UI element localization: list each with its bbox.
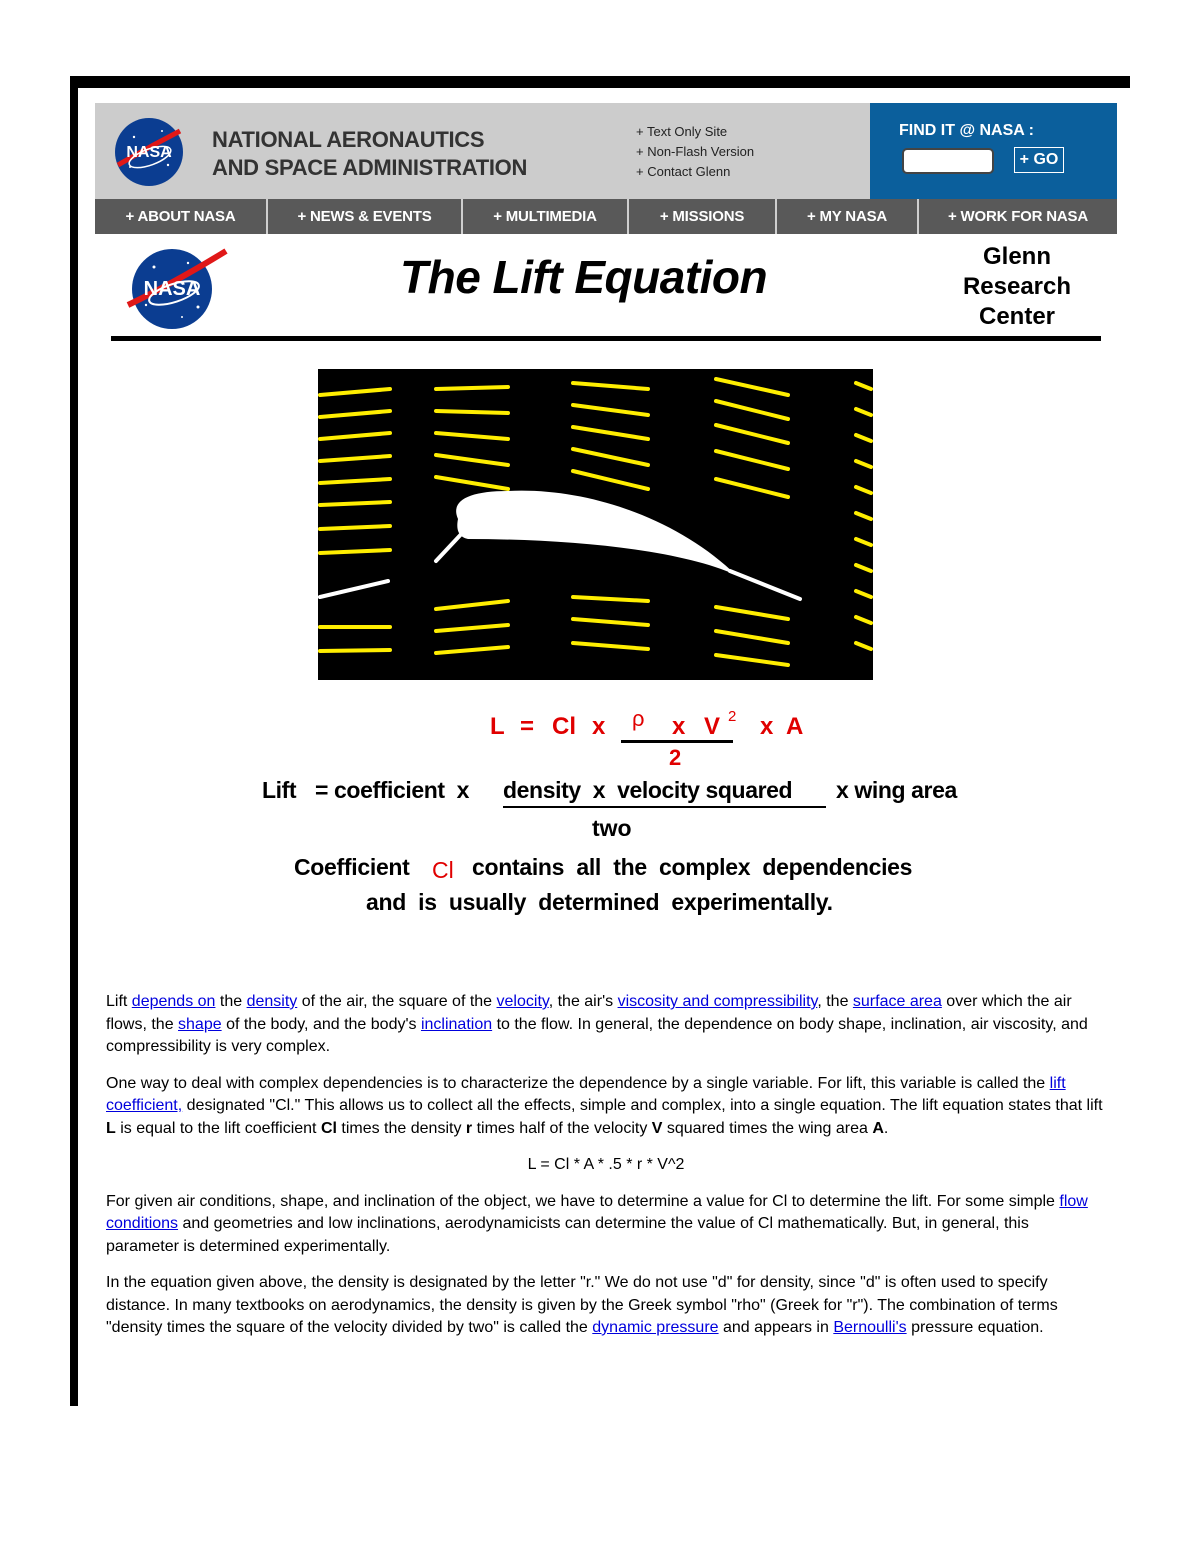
p2-text: times half of the velocity <box>472 1119 652 1137</box>
words-coefficient: = coefficient x <box>315 777 470 803</box>
nav-work-for-nasa[interactable]: + WORK FOR NASA <box>948 208 1088 225</box>
agency-name <box>212 126 527 182</box>
link-depends-on[interactable]: depends on <box>131 993 216 1010</box>
link-lift-coefficient[interactable]: lift coefficient, <box>106 1074 1066 1114</box>
article-body <box>106 991 1106 1354</box>
page-frame-top <box>70 76 1130 88</box>
p2-text: designated "Cl." This allows us to collect all the effects, simple and complex, into a single equation. The lift equation states that lift <box>182 1097 1103 1114</box>
eq-equals: = <box>520 713 535 740</box>
center-name <box>958 242 1076 332</box>
paragraph-4 <box>106 1272 1106 1340</box>
p2-text: squared times the wing area <box>662 1119 873 1137</box>
link-bernoulli[interactable]: Bernoulli's <box>833 1319 907 1336</box>
link-dynamic-pressure[interactable]: dynamic pressure <box>592 1319 719 1336</box>
airfoil-streamline-figure <box>318 369 873 680</box>
svg-text:NASA: NASA <box>126 144 172 161</box>
p2-bold: V <box>651 1119 663 1137</box>
note-cl: Cl <box>432 857 454 883</box>
link-contact-glenn[interactable]: + Contact Glenn <box>636 164 731 179</box>
eq-fraction-bar <box>621 740 733 743</box>
note-coefficient: Coefficient <box>294 854 410 880</box>
eq-times-3: x <box>760 713 774 740</box>
link-text-only-site[interactable]: + Text Only Site <box>636 124 728 139</box>
svg-text:NASA: NASA <box>143 278 201 300</box>
go-button[interactable]: + GO <box>1014 147 1064 173</box>
link-inclination[interactable]: inclination <box>420 1015 493 1033</box>
search-label: FIND IT @ NASA : <box>899 122 1034 139</box>
center-name-line2: Research <box>962 273 1072 300</box>
nav-news-events[interactable]: + NEWS & EVENTS <box>268 199 463 234</box>
paragraph-3 <box>106 1191 1106 1259</box>
eq-rho: ρ <box>632 706 645 731</box>
link-velocity[interactable]: velocity <box>496 993 549 1010</box>
eq-denominator: 2 <box>669 745 682 770</box>
p1-text: , the air's <box>548 993 618 1010</box>
p2-bold: r <box>465 1119 473 1137</box>
p3-text: and geometries and low inclinations, aerodynamicists can determine the value of Cl mathematically. But, in general, this parameter is determined experimentally. <box>106 1215 1029 1255</box>
words-wing-area: x wing area <box>836 777 957 803</box>
p4-text: In the equation given above, the density is designated by the letter "r." We do not use "d" for density, since "d" is often used to specify distance. In many textbooks on aerodynamics, the density is given by the Greek symbol "rho" (Greek for "r"). The combination of terms "density times the square of the velocity divided by two" is called the <box>106 1274 1058 1336</box>
words-lift: Lift <box>262 777 297 803</box>
eq-area: A <box>786 713 804 740</box>
p4-text: and appears in <box>718 1319 834 1336</box>
nav-missions[interactable]: + MISSIONS <box>629 199 777 234</box>
nav-about-nasa[interactable]: + ABOUT NASA <box>95 199 268 234</box>
link-flow-conditions[interactable]: flow conditions <box>106 1192 1088 1232</box>
words-numerator: density x velocity squared <box>503 777 793 803</box>
nav-multimedia[interactable]: + MULTIMEDIA <box>463 199 629 234</box>
p2-bold: L <box>106 1119 116 1137</box>
note-experimental: and is usually determined experimentally. <box>366 889 833 915</box>
p2-text: One way to deal with complex dependencies is to characterize the dependence by a single variable. For lift, this variable is called the <box>106 1074 1050 1092</box>
p2-bold: Cl <box>320 1119 337 1137</box>
eq-times-1: x <box>592 713 606 740</box>
search-input[interactable] <box>902 148 994 174</box>
nasa-meatball-icon[interactable] <box>114 117 184 187</box>
p1-text: of the air, the square of the <box>297 993 497 1010</box>
p1-text: , the <box>817 993 853 1010</box>
paragraph-2 <box>106 1073 1106 1141</box>
center-name-line1: Glenn <box>982 243 1051 270</box>
main-nav <box>95 199 1117 234</box>
link-density[interactable]: density <box>246 993 298 1010</box>
p1-text: to the flow. In general, the dependence on body shape, inclination, air viscosity, and compressibility is very complex. <box>106 1015 1088 1055</box>
link-shape[interactable]: shape <box>178 1015 222 1033</box>
agency-name-line1: NATIONAL AERONAUTICS <box>212 127 485 152</box>
eq-L: L <box>490 713 505 740</box>
p2-text: times the density <box>336 1119 466 1137</box>
p2-text: . <box>883 1119 889 1137</box>
paragraph-1 <box>106 991 1106 1059</box>
p3-text: For given air conditions, shape, and inclination of the object, we have to determine a value for Cl to determine the lift. For some simple <box>106 1192 1060 1210</box>
eq-velocity: V <box>704 713 721 740</box>
words-denominator: two <box>592 815 632 841</box>
p1-text: of the body, and the body's <box>221 1015 421 1033</box>
p2-text: is equal to the lift coefficient <box>115 1119 321 1137</box>
utility-links <box>636 122 754 182</box>
center-name-line3: Center <box>978 303 1056 330</box>
p1-text: over which the air flows, the <box>106 993 1072 1033</box>
eq-cl: Cl <box>552 713 576 740</box>
note-dependencies: contains all the complex dependencies <box>472 854 913 880</box>
page-frame-left <box>70 76 78 1406</box>
p1-text: Lift <box>106 993 132 1010</box>
eq-squared: 2 <box>728 708 737 725</box>
nav-my-nasa[interactable]: + MY NASA <box>777 199 919 234</box>
p4-text: pressure equation. <box>906 1319 1044 1336</box>
p2-bold: A <box>872 1119 884 1137</box>
link-viscosity-compressibility[interactable]: viscosity and compressibility <box>617 993 818 1010</box>
words-fraction-bar <box>503 806 826 808</box>
title-divider <box>111 336 1101 341</box>
page-title: The Lift Equation <box>400 251 768 303</box>
nasa-logo-icon <box>124 245 228 331</box>
eq-times-2: x <box>672 713 686 740</box>
p1-text: the <box>215 993 247 1010</box>
link-non-flash-version[interactable]: + Non-Flash Version <box>636 144 755 159</box>
lift-formula: L = Cl * A * .5 * r * V^2 <box>527 1156 685 1173</box>
link-surface-area[interactable]: surface area <box>852 993 942 1010</box>
agency-name-line2: AND SPACE ADMINISTRATION <box>212 155 528 180</box>
